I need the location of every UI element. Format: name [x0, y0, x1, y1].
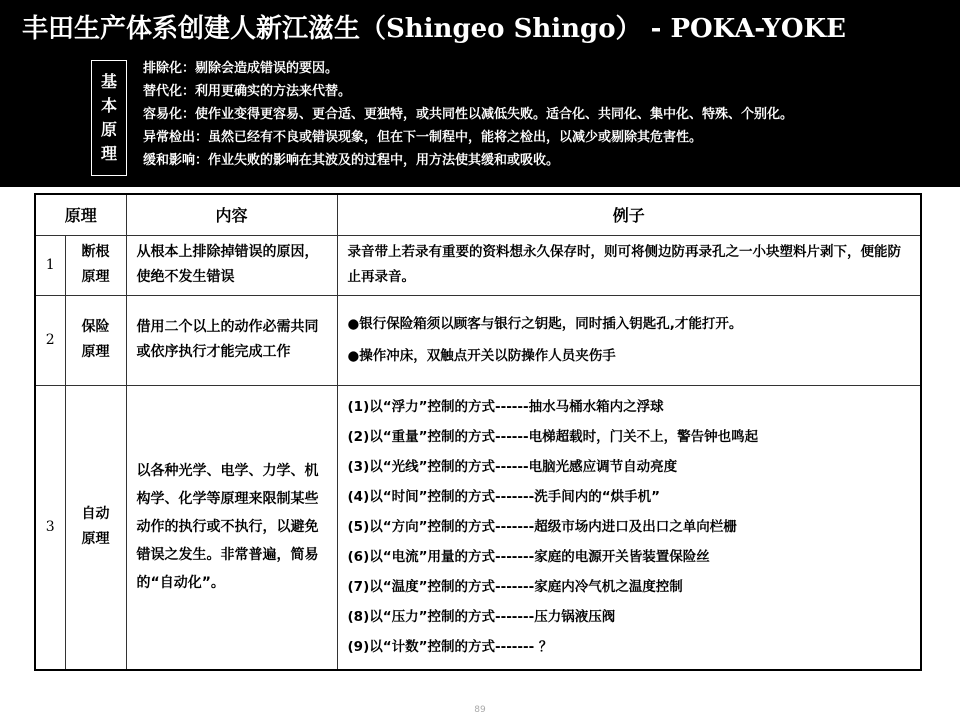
- box-char: 原: [100, 120, 117, 139]
- row-number: 1: [35, 235, 65, 295]
- principle-content: 从根本上排除掉错误的原因，使绝不发生错误: [126, 235, 337, 295]
- principle-name-line: 原理: [81, 531, 110, 548]
- row-number: 2: [35, 295, 65, 385]
- principle-item: 替代化：利用更确实的方法来代替。: [143, 84, 352, 99]
- example-item: (3)以“光线”控制的方式------电脑光感应调节自动亮度: [347, 459, 678, 476]
- header-example: 例子: [337, 194, 921, 235]
- principle-example: [337, 295, 921, 385]
- principle-content: 以各种光学、电学、力学、机构学、化学等原理来限制某些动作的执行或不执行，以避免错误之发生。非常普遍，简易的“自动化”。: [126, 385, 337, 670]
- principle-item: 排除化：剔除会造成错误的要因。: [143, 61, 339, 76]
- principle-name-line: 原理: [81, 344, 110, 360]
- principle-content: 借用二个以上的动作必需共同或依序执行才能完成工作: [126, 295, 337, 385]
- principle-name: [65, 235, 126, 295]
- example-item: (7)以“温度”控制的方式-------家庭内冷气机之温度控制: [347, 579, 683, 596]
- principle-item: 缓和影响：作业失败的影响在其波及的过程中，用方法使其缓和或吸收。: [143, 153, 560, 168]
- table-row: [35, 385, 921, 670]
- example-item: (5)以“方向”控制的方式-------超级市场内进口及出口之单向栏栅: [347, 519, 737, 536]
- example-item: (1)以“浮力”控制的方式------抽水马桶水箱内之浮球: [347, 399, 664, 416]
- header-principle: 原理: [35, 194, 126, 235]
- principle-name-line: 原理: [81, 269, 110, 285]
- box-char: 本: [100, 96, 117, 115]
- principle-example: 录音带上若录有重要的资料想永久保存时，则可将侧边防再录孔之一小块塑料片剥下，便能防止再录音。: [337, 235, 921, 295]
- principle-list: [143, 57, 955, 172]
- example-item: (6)以“电流”用量的方式-------家庭的电源开关皆装置保险丝: [347, 549, 710, 566]
- principle-item: 异常检出：虽然已经有不良或错误现象，但在下一制程中，能将之检出，以减少或剔除其危害性。: [143, 130, 703, 145]
- principle-name-line: 断根: [81, 244, 110, 260]
- row-number: 3: [35, 385, 65, 670]
- table-header-row: [35, 194, 921, 235]
- principle-name: [65, 385, 126, 670]
- example-item: (2)以“重量”控制的方式------电梯超载时，门关不上，警告钟也鸣起: [347, 429, 759, 446]
- page-number: 89: [474, 705, 486, 715]
- example-item: (8)以“压力”控制的方式-------压力锅液压阀: [347, 609, 616, 626]
- poka-yoke-table: [34, 193, 922, 671]
- table-row: [35, 235, 921, 295]
- example-item: (4)以“时间”控制的方式-------洗手间内的“烘手机”: [347, 489, 660, 506]
- box-char: 理: [100, 144, 117, 163]
- header-content: 内容: [126, 194, 337, 235]
- table-row: [35, 295, 921, 385]
- principle-name-line: 保险: [81, 319, 110, 335]
- example-bullet: ●银行保险箱须以顾客与银行之钥匙，同时插入钥匙孔,才能打开。: [347, 316, 743, 332]
- header-banner: [0, 0, 960, 187]
- slide-title: 丰田生产体系创建人新江滋生（Shingeo Shingo） - POKA-YOKE: [22, 14, 846, 44]
- example-bullet: ●操作冲床，双触点开关以防操作人员夹伤手: [347, 348, 616, 364]
- example-item: (9)以“计数”控制的方式------- ？: [347, 639, 553, 656]
- principle-name-line: 自动: [81, 506, 110, 523]
- basic-principle-box: [91, 60, 127, 176]
- principle-item: 容易化：使作业变得更容易、更合适、更独特，或共同性以减低失败。适合化、共同化、集中化、特殊、个别化。: [143, 107, 794, 122]
- principle-example: [337, 385, 921, 670]
- box-char: 基: [100, 72, 117, 91]
- principle-name: [65, 295, 126, 385]
